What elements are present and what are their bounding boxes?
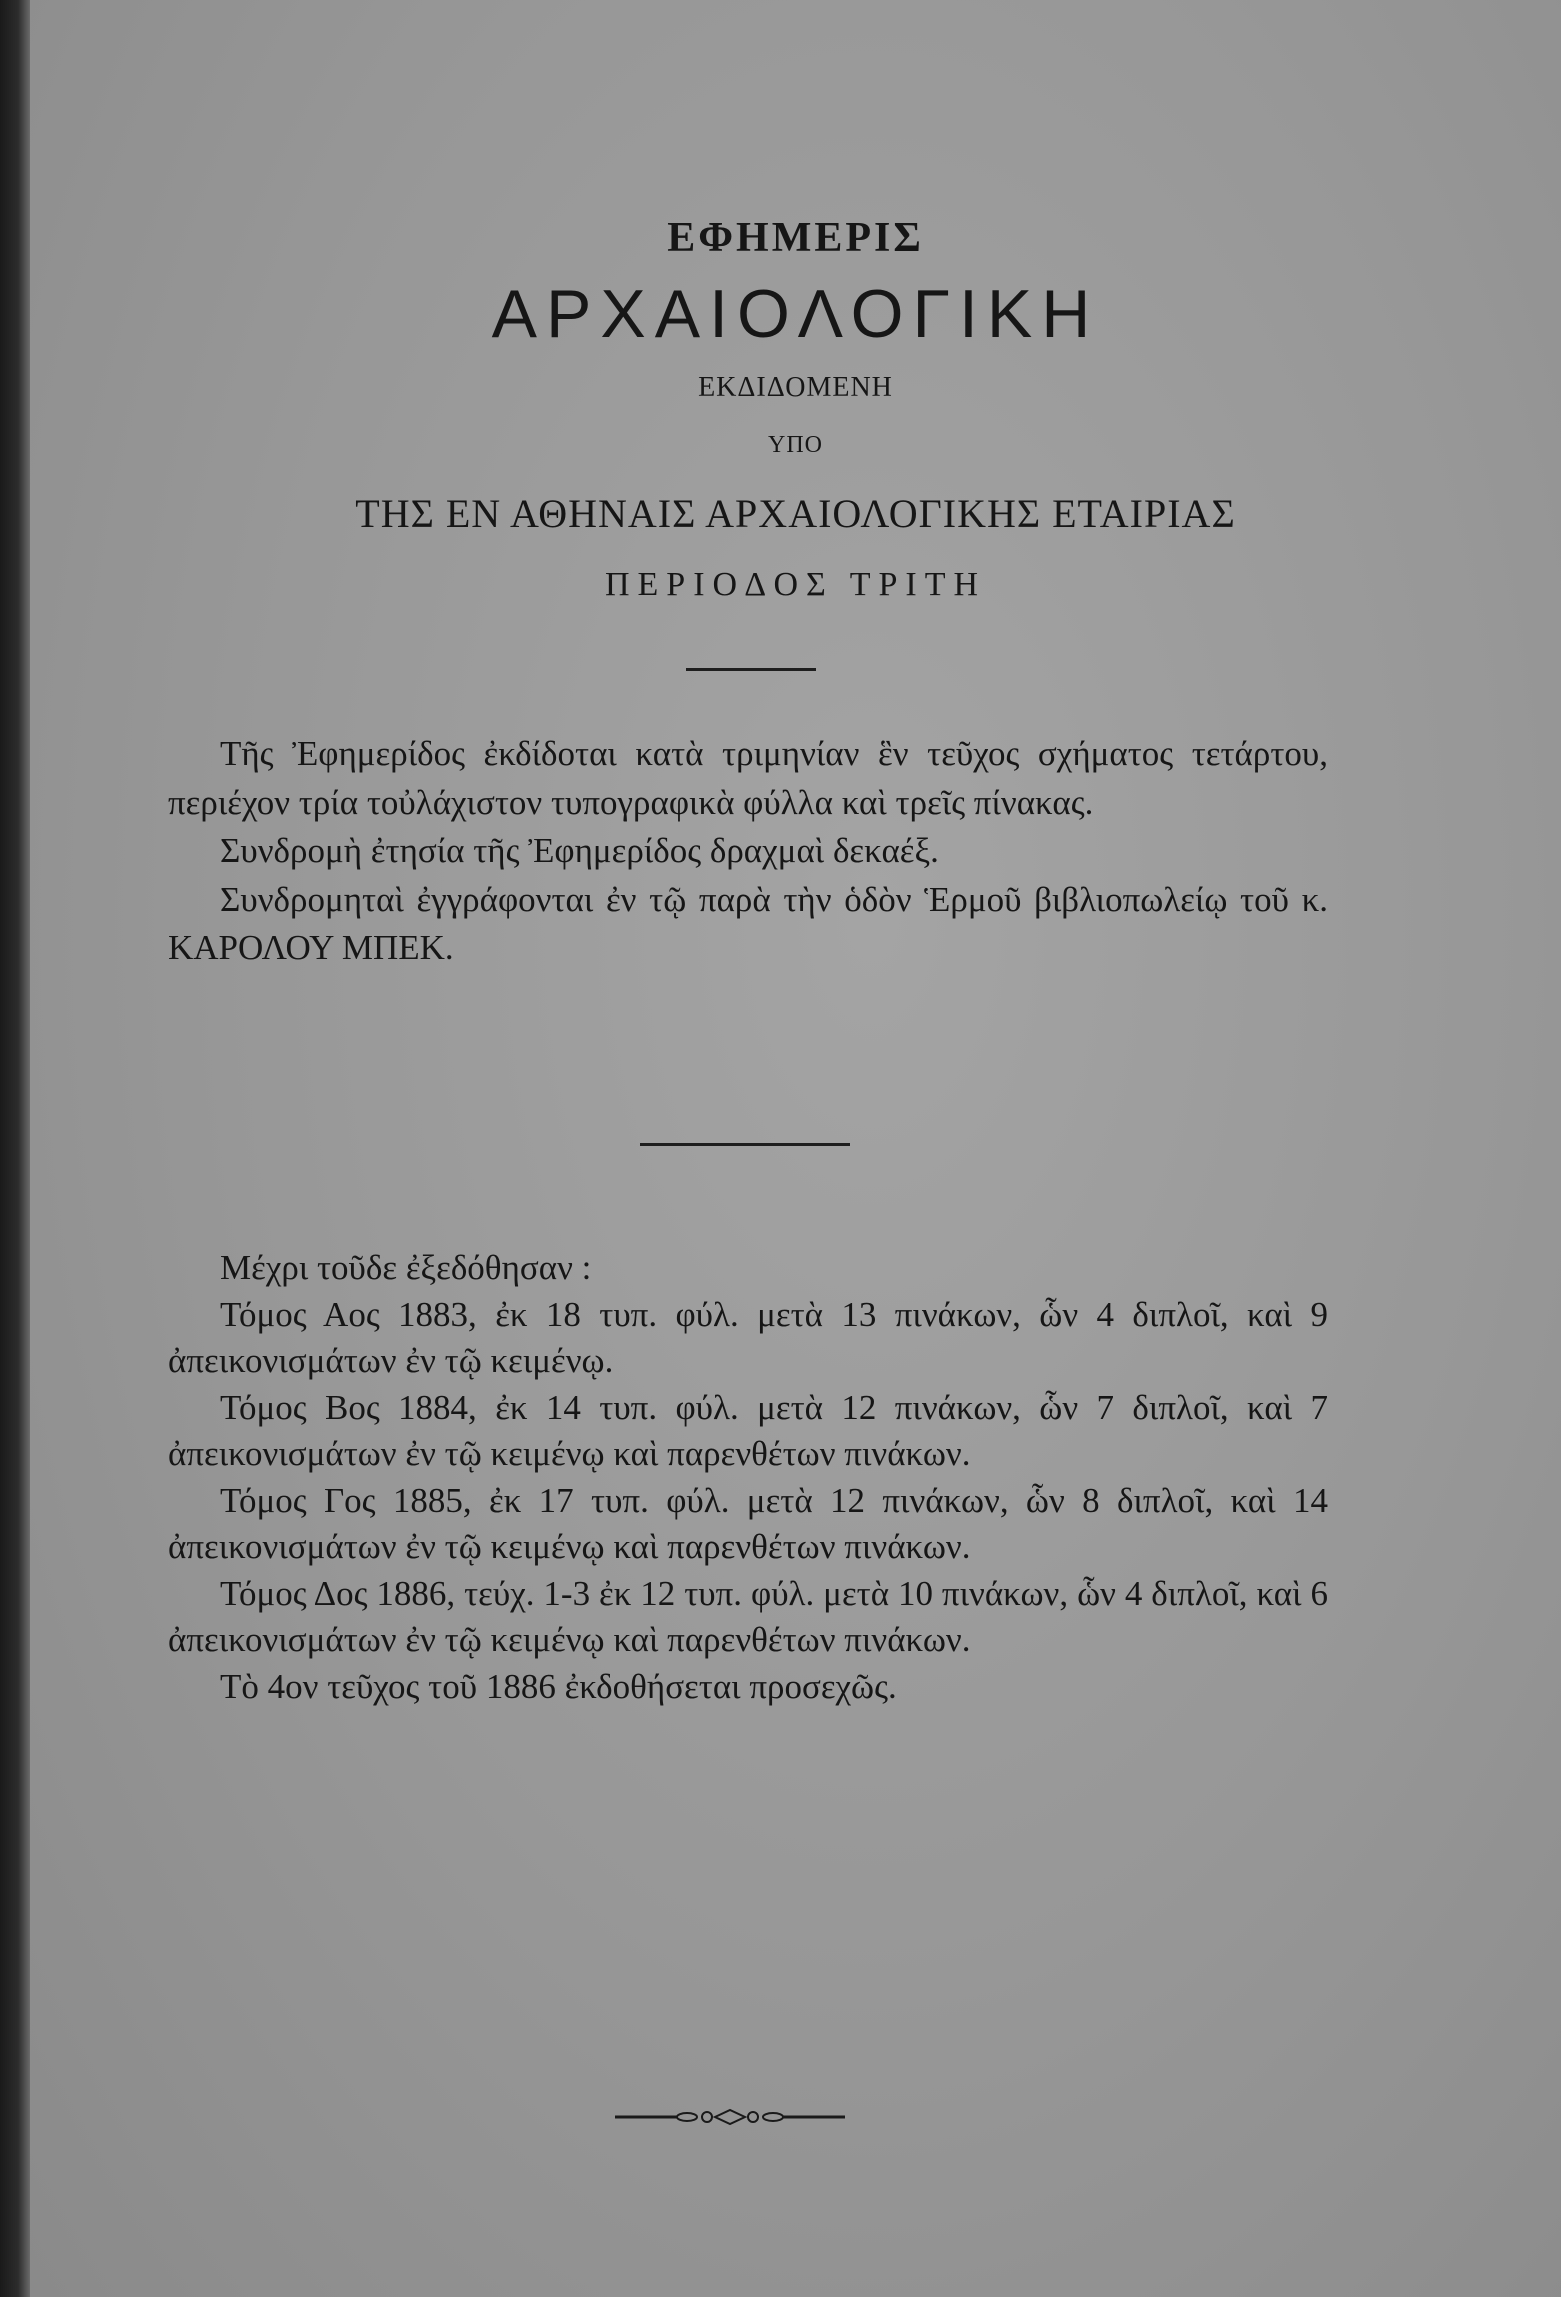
document-page: [30, 0, 1561, 2297]
book-binding-shadow: [0, 0, 30, 2297]
title-ephemeris: ΕΦΗΜΕΡΙΣ: [667, 215, 924, 261]
divider-rule: [640, 1143, 850, 1146]
divider-rule: [686, 668, 816, 671]
intro-paragraph-publication: Τῆς Ἐφημερίδος ἐκδίδοται κατὰ τριμηνίαν ἓν τεῦχος σχήματος τετάρτου, περιέχον τρία τοὐλάχιστον τυπογραφικὰ φύλλα καὶ τρεῖς πίνακας.: [168, 734, 1328, 822]
volume-entry: Τόμος Δος 1886, τεύχ. 1-3 ἐκ 12 τυπ. φύλ. μετὰ 10 πινάκων, ὧν 4 διπλοῖ, καὶ 6 ἀπεικονισμάτων ἐν τῷ κειμένῳ καὶ παρενθέτων πινάκων.: [168, 1573, 1328, 1659]
issued-heading: Μέχρι τοῦδε ἐξεδόθησαν :: [220, 1248, 592, 1287]
volume-entry: Τόμος Βος 1884, ἐκ 14 τυπ. φύλ. μετὰ 12 πινάκων, ὧν 7 διπλοῖ, καὶ 7 ἀπεικονισμάτων ἐν τῷ κειμένῳ καὶ παρενθέτων πινάκων.: [168, 1387, 1328, 1473]
society-name: ΤΗΣ ΕΝ ΑΘΗΝΑΙΣ ΑΡΧΑΙΟΛΟΓΙΚΗΣ ΕΤΑΙΡΙΑΣ: [355, 491, 1236, 536]
intro-paragraph-bookshop: Συνδρομηταὶ ἐγγράφονται ἐν τῷ παρὰ τὴν ὁδὸν Ἑρμοῦ βιβλιοπωλείῳ τοῦ κ. ΚΑΡΟΛΟΥ ΜΠΕΚ.: [168, 879, 1328, 967]
ornament-divider-icon: [615, 2105, 845, 2129]
title-archaiologiki: ΑΡΧΑΙΟΛΟΓΙΚΗ: [491, 276, 1100, 352]
intro-paragraph-subscription: Συνδρομὴ ἐτησία τῆς Ἐφημερίδος δραχμαὶ δεκαέξ.: [220, 831, 939, 870]
issued-volumes-section: [168, 1245, 1328, 1710]
subtitle-ypo: ΥΠΟ: [768, 432, 823, 458]
intro-section: [168, 730, 1328, 973]
issued-footer-note: Τὸ 4ον τεῦχος τοῦ 1886 ἐκδοθήσεται προσεχῶς.: [220, 1666, 897, 1706]
subtitle-ekdidomeni: ΕΚΔΙΔΟΜΕΝΗ: [698, 372, 893, 403]
volume-entry: Τόμος Γος 1885, ἐκ 17 τυπ. φύλ. μετὰ 12 πινάκων, ὧν 8 διπλοῖ, καὶ 14 ἀπεικονισμάτων ἐν τῷ κειμένῳ καὶ παρενθέτων πινάκων.: [168, 1480, 1328, 1566]
volume-entry: Τόμος Αος 1883, ἐκ 18 τυπ. φύλ. μετὰ 13 πινάκων, ὧν 4 διπλοῖ, καὶ 9 ἀπεικονισμάτων ἐν τῷ κειμένῳ.: [168, 1294, 1328, 1380]
period-label: ΠΕΡΙΟΔΟΣ ΤΡΙΤΗ: [604, 566, 987, 603]
